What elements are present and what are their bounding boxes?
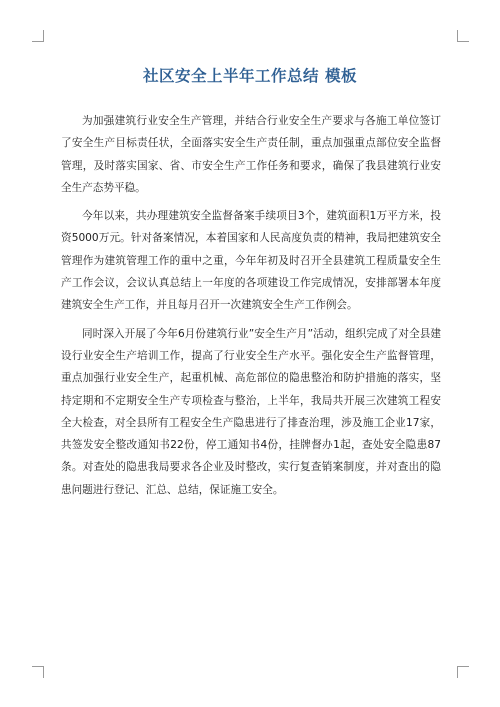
body-paragraph-3: 同时深入开展了今年6月份建筑行业”安全生产月”活动，组织完成了对全县建设行业安全生产培训工作，提高了行业安全生产水平。强化安全生产监督管理，重点加强行业安全生产，起重机械、高危部位的隐患整治和防护措施的落实，坚持定期和不定期安全生产专项检查与整治，上半年，我局共开展三次建筑工程安全大检查，对全县所有工程安全生产隐患进行了排查治理，涉及施工企业17家，共签发安全整改通知书22份，停工通知书4份，挂牌督办1起，查处安全隐患87条。对查处的隐患我局要求各企业及时整改，实行复查销案制度，并对查出的隐患问题进行登记、汇总、总结，保证施工安全。 [61,327,441,496]
margin-corner-mark-top-left [32,30,44,42]
document-body [61,110,441,507]
body-paragraph-2: 今年以来，共办理建筑安全监督备案手续项目3个，建筑面积1万平方米，投资5000万元。针对备案情况，本着国家和人民高度负责的精神，我局把建筑安全管理作为建筑管理工作的重中之重，今年年初及时召开全县建筑工程质量安全生产工作会议，会议认真总结上一年度的各项建设工作完成情况，安排部署本年度建筑安全生产工作，并且每月召开一次建筑安全生产工作例会。 [61,210,441,312]
document-title: 社区安全上半年工作总结 模板 [143,67,357,85]
margin-corner-mark-bottom-left [32,666,44,678]
margin-corner-mark-top-right [457,30,469,42]
margin-corner-mark-bottom-right [457,666,469,678]
body-paragraph-1: 为加强建筑行业安全生产管理，并结合行业安全生产要求与各施工单位签订了安全生产目标责任状，全面落实安全生产责任制，重点加强重点部位安全监督管理，及时落实国家、省、市安全生产工作任务和要求，确保了我县建筑行业安全生产态势平稳。 [61,115,441,194]
